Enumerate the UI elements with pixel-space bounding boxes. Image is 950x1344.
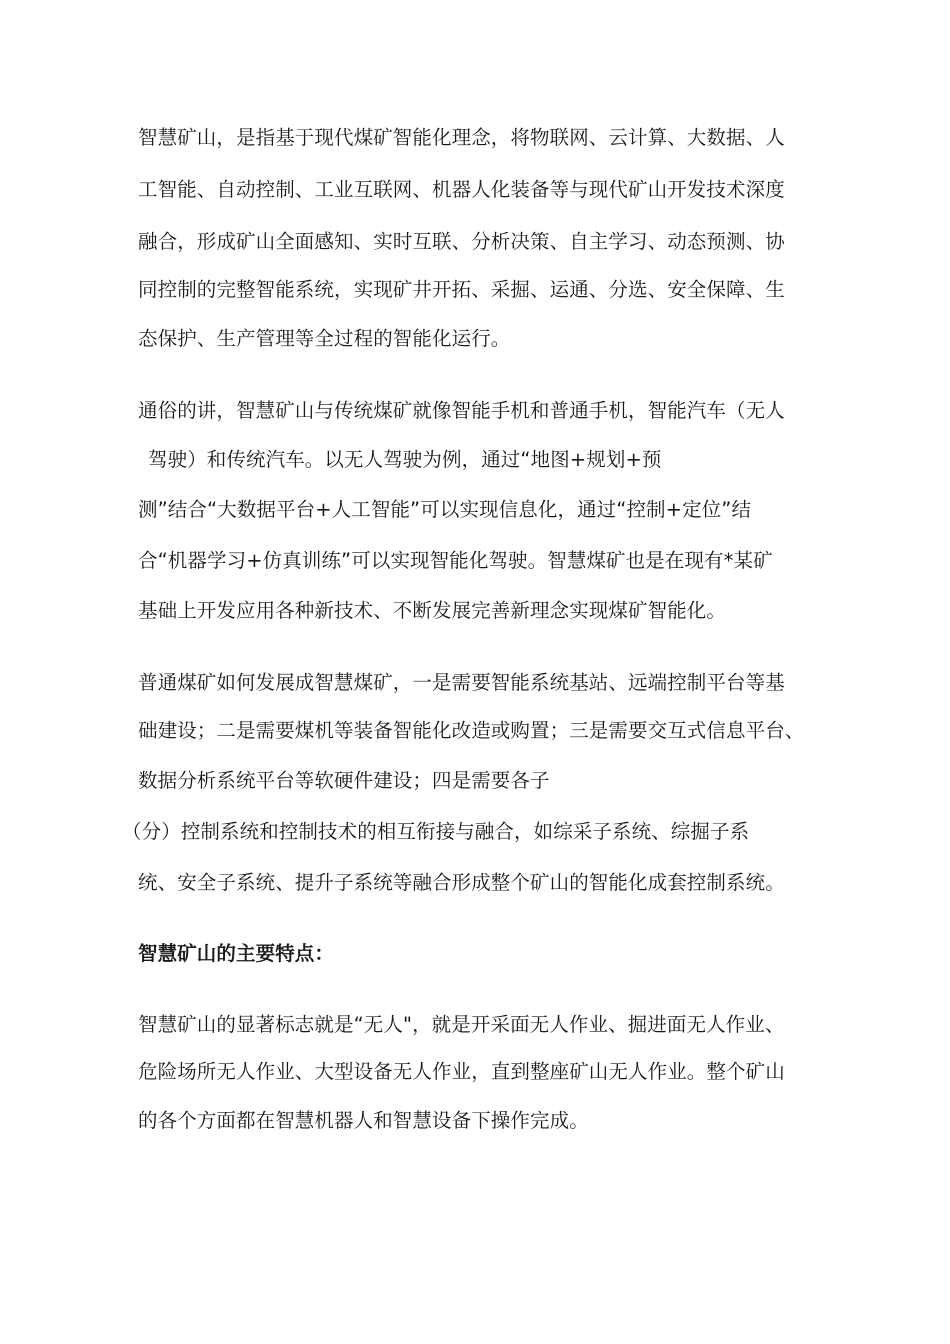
paragraph-1-line-3: 融合，形成矿山全面感知、实时互联、分析决策、自主学习、动态预测、协 bbox=[138, 230, 785, 253]
paragraph-1-line-2: 工智能、自动控制、工业互联网、机器人化装备等与现代矿山开发技术深度 bbox=[138, 178, 785, 201]
paragraph-3-line-1: 普通煤矿如何发展成智慧煤矿，一是需要智能系统基站、远端控制平台等基 bbox=[138, 671, 785, 694]
paragraph-1-line-1: 智慧矿山，是指基于现代煤矿智能化理念，将物联网、云计算、大数据、人 bbox=[138, 126, 785, 149]
paragraph-2-line-2: 驾驶）和传统汽车。以无人驾驶为例，通过“地图+规划+预 bbox=[148, 448, 662, 471]
paragraph-3-line-4: （分）控制系统和控制技术的相互衔接与融合，如综采子系统、综掘子系 bbox=[122, 820, 750, 843]
section-heading: 智慧矿山的主要特点： bbox=[138, 942, 335, 965]
paragraph-4-line-1: 智慧矿山的显著标志就是“无人"，就是开采面无人作业、掘进面无人作业、 bbox=[138, 1013, 785, 1036]
paragraph-4-line-3: 的各个方面都在智慧机器人和智慧设备下操作完成。 bbox=[138, 1109, 589, 1132]
paragraph-1-line-4: 同控制的完整智能系统，实现矿井开拓、采掘、运通、分选、安全保障、生 bbox=[138, 278, 785, 301]
paragraph-2-line-4: 合“机器学习+仿真训练”可以实现智能化驾驶。智慧煤矿也是在现有*某矿 bbox=[138, 549, 773, 572]
paragraph-3-line-3: 数据分析系统平台等软硬件建设；四是需要各子 bbox=[138, 769, 550, 792]
paragraph-4-line-2: 危险场所无人作业、大型设备无人作业，直到整座矿山无人作业。整个矿山 bbox=[138, 1060, 785, 1083]
paragraph-2-line-3: 测”结合“大数据平台+人工智能”可以实现信息化，通过“控制+定位”结 bbox=[138, 498, 752, 521]
paragraph-3-line-2: 础建设；二是需要煤机等装备智能化改造或购置；三是需要交互式信息平台、 bbox=[138, 719, 805, 742]
paragraph-2-line-5: 基础上开发应用各种新技术、不断发展完善新理念实现煤矿智能化。 bbox=[138, 599, 727, 622]
paragraph-1-line-5: 态保护、生产管理等全过程的智能化运行。 bbox=[138, 327, 511, 350]
paragraph-3-line-5: 统、安全子系统、提升子系统等融合形成整个矿山的智能化成套控制系统。 bbox=[138, 871, 785, 894]
paragraph-2-line-1: 通俗的讲，智慧矿山与传统煤矿就像智能手机和普通手机，智能汽车（无人 bbox=[138, 399, 785, 422]
